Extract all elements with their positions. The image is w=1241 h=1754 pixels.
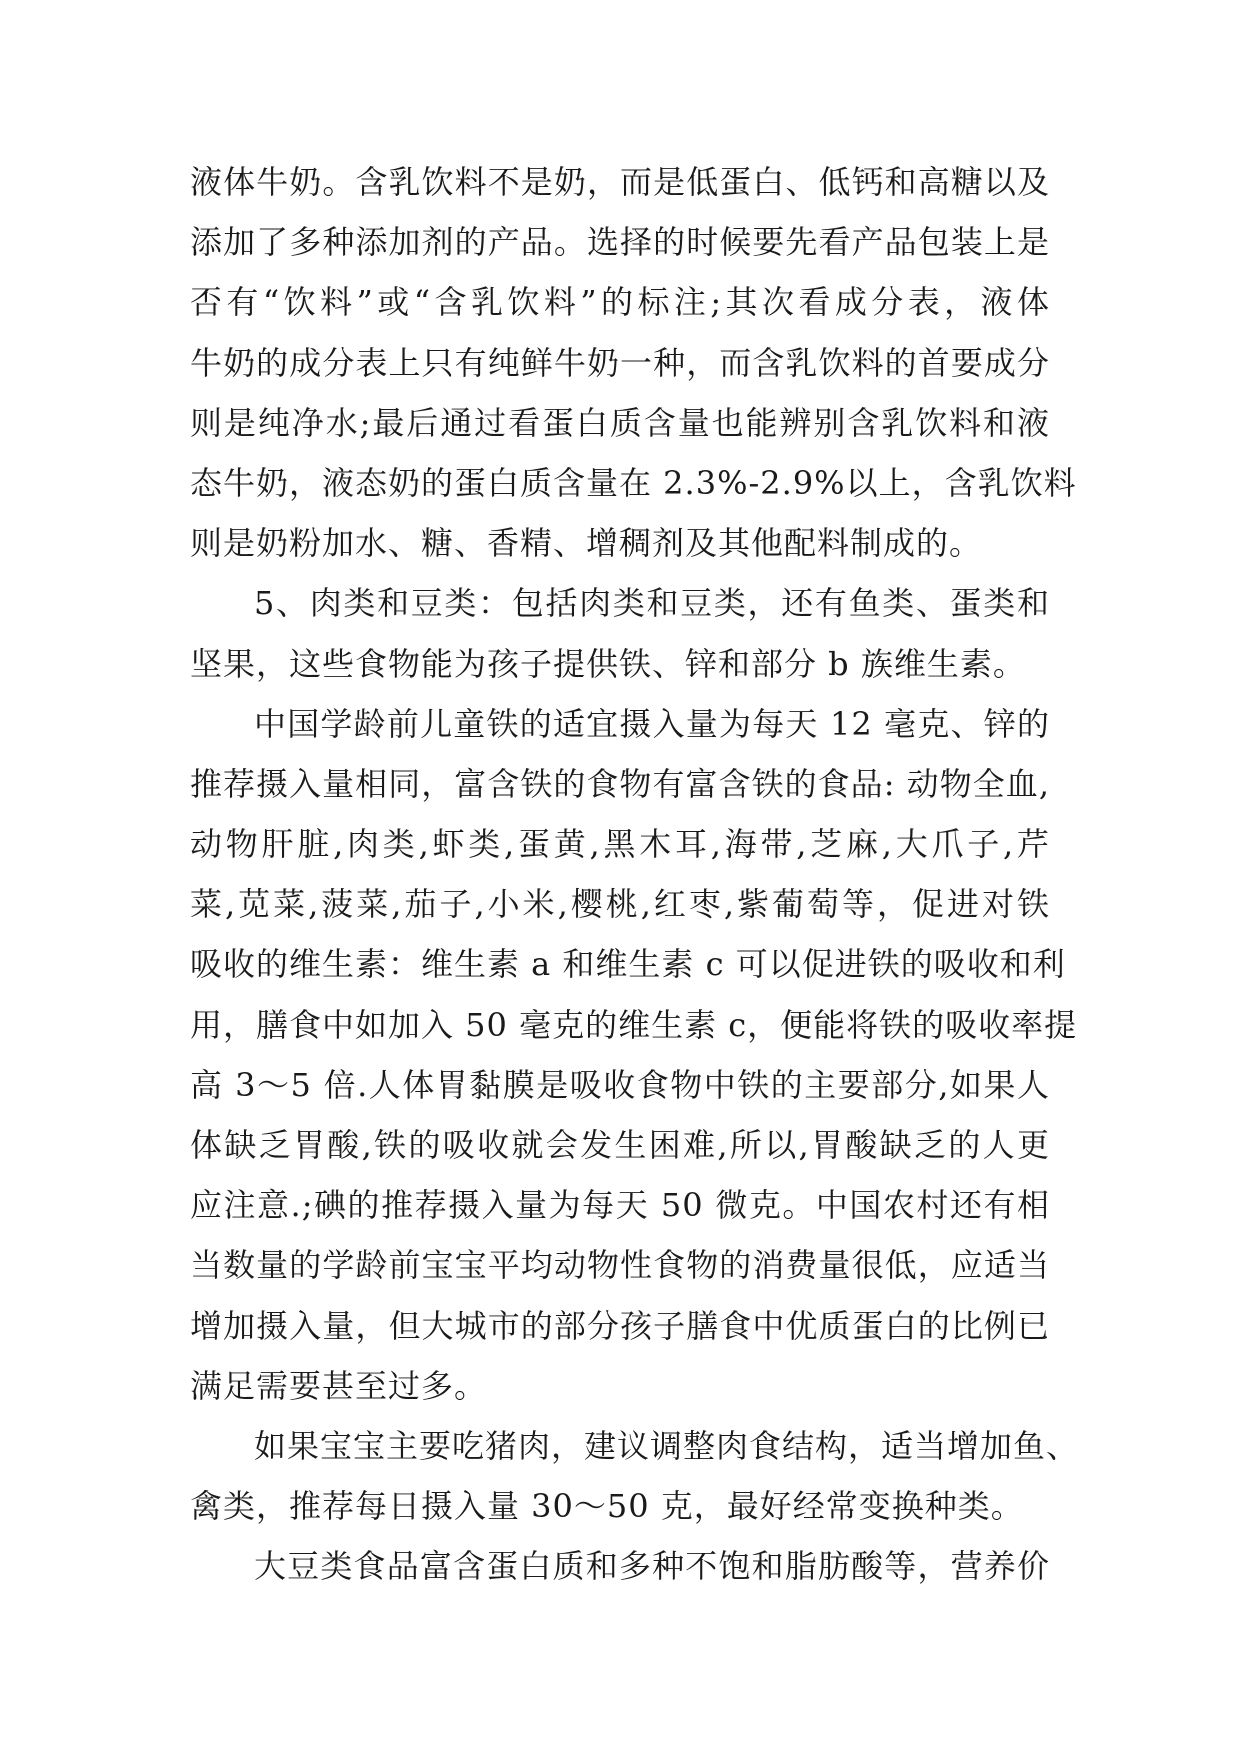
text-line: 菜,苋菜,菠菜,茄子,小米,樱桃,红枣,紫葡萄等，促进对铁	[190, 885, 1050, 924]
text-line: 吸收的维生素：维生素 a 和维生素 c 可以促进铁的吸收和利	[190, 945, 1066, 984]
text-line: 动物肝脏,肉类,虾类,蛋黄,黑木耳,海带,芝麻,大爪子,芹	[190, 825, 1050, 864]
text-line: 推荐摄入量相同，富含铁的食物有富含铁的食品: 动物全血,	[190, 764, 1050, 803]
text-line: 添加了多种添加剂的产品。选择的时候要先看产品包装上是	[190, 223, 1050, 262]
text-line: 应注意.;碘的推荐摄入量为每天 50 微克。中国农村还有相	[190, 1186, 1050, 1225]
text-line: 液体牛奶。含乳饮料不是奶，而是低蛋白、低钙和高糖以及	[190, 163, 1050, 201]
text-line: 坚果，这些食物能为孩子提供铁、锌和部分 b 族维生素。	[190, 644, 1026, 683]
paragraph-meat-beans	[190, 573, 1050, 693]
text-line: 大豆类食品富含蛋白质和多种不饱和脂肪酸等，营养价	[254, 1547, 1050, 1586]
text-line: 增加摄入量，但大城市的部分孩子膳食中优质蛋白的比例已	[190, 1306, 1050, 1345]
text-line: 态牛奶，液态奶的蛋白质含量在 2.3%-2.9%以上，含乳饮料	[190, 463, 1077, 502]
text-line: 体缺乏胃酸,铁的吸收就会发生困难,所以,胃酸缺乏的人更	[190, 1126, 1050, 1164]
paragraph-milk	[190, 152, 1077, 573]
text-line: 如果宝宝主要吃猪肉，建议调整肉食结构，适当增加鱼、	[254, 1426, 1080, 1465]
paragraph-soybean	[190, 1536, 1050, 1596]
text-line: 满足需要甚至过多。	[190, 1366, 488, 1405]
text-line: 当数量的学龄前宝宝平均动物性食物的消费量很低，应适当	[190, 1246, 1050, 1285]
text-line: 则是纯净水;最后通过看蛋白质含量也能辨别含乳饮料和液	[190, 403, 1050, 442]
text-line: 则是奶粉加水、糖、香精、增稠剂及其他配料制成的。	[190, 524, 983, 563]
text-line: 中国学龄前儿童铁的适宜摄入量为每天 12 毫克、锌的	[254, 704, 1050, 743]
text-line: 用，膳食中如加入 50 毫克的维生素 c，便能将铁的吸收率提	[190, 1005, 1078, 1044]
text-line: 牛奶的成分表上只有纯鲜牛奶一种，而含乳饮料的首要成分	[190, 343, 1050, 382]
text-line: 禽类，推荐每日摄入量 30～50 克，最好经常变换种类。	[190, 1487, 1024, 1526]
paragraph-pork	[190, 1416, 1080, 1536]
text-line: 5、肉类和豆类：包括肉类和豆类，还有鱼类、蛋类和	[254, 584, 1050, 623]
paragraph-iron-intake	[190, 694, 1078, 1416]
document-page	[190, 152, 1080, 1597]
text-line: 否有“饮料”或“含乳饮料”的标注;其次看成分表，液体	[190, 283, 1050, 322]
text-line: 高 3～5 倍.人体胃黏膜是吸收食物中铁的主要部分,如果人	[190, 1065, 1050, 1104]
